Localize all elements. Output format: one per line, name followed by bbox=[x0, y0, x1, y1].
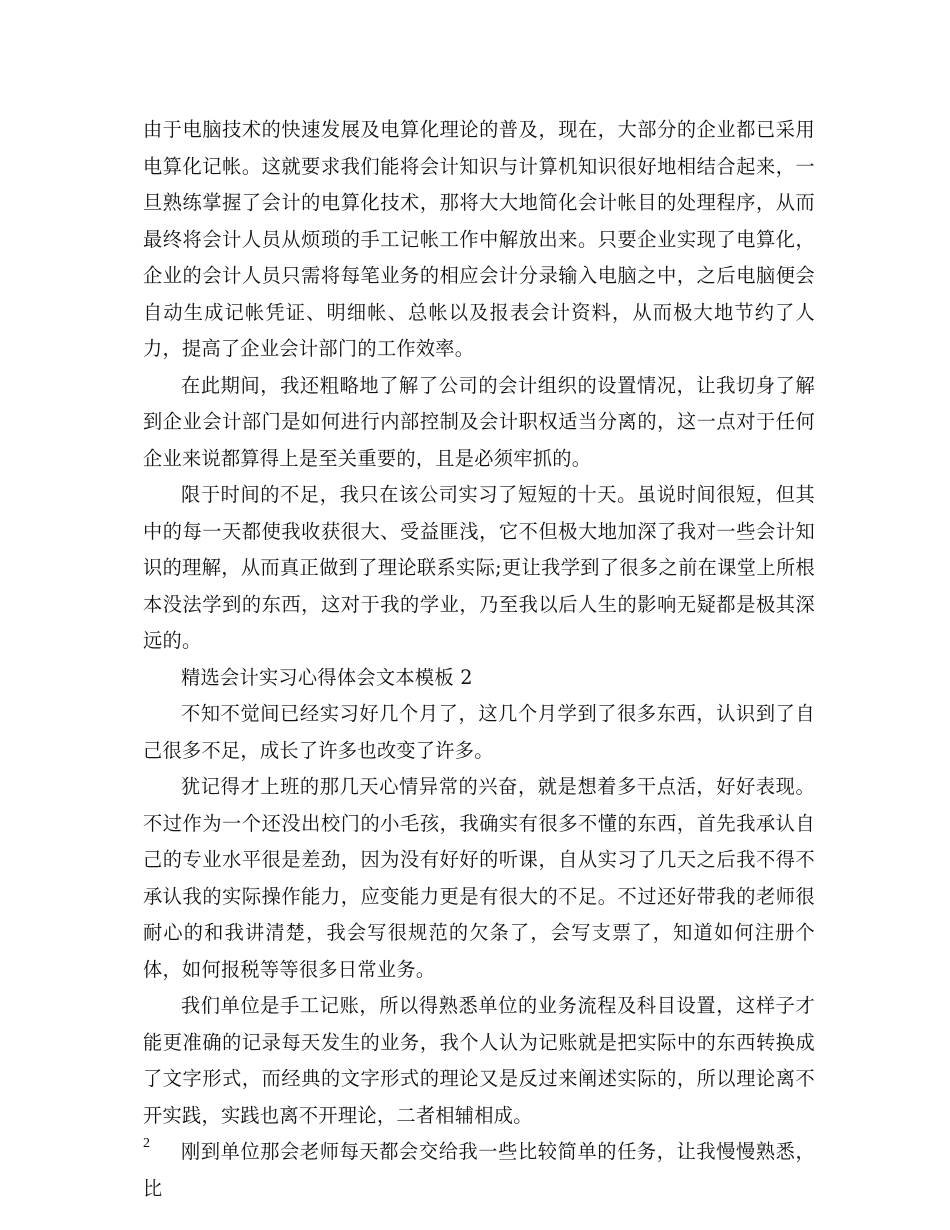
paragraph-first-days: 犹记得才上班的那几天心情异常的兴奋，就是想着多干点活，好好表现。不过作为一个还没出校门的小毛孩，我确实有很多不懂的东西，首先我承认自己的专业水平很是差劲，因为没有好好的听课，自从实习了几天之后我不得不承认我的实际操作能力，应变能力更是有很大的不足。不过还好带我的老师很耐心的和我讲清楚，我会写很规范的欠条了，会写支票了，知道如何注册个体，如何报税等等很多日常业务。 bbox=[143, 775, 815, 981]
paragraph-early-tasks: 刚到单位那会老师每天都会交给我一些比较简单的任务，让我慢慢熟悉，比 bbox=[143, 1140, 815, 1200]
document-body bbox=[143, 112, 815, 1207]
paragraph-manual-bookkeeping: 我们单位是手工记账，所以得熟悉单位的业务流程及科目设置，这样子才能更准确的记录每天发生的业务，我个人认为记账就是把实际中的东西转换成了文字形式，而经典的文字形式的理论又是反过来阐述实际的，所以理论离不开实践，实践也离不开理论，二者相辅相成。 bbox=[143, 994, 815, 1127]
paragraph-months-of-internship: 不知不觉间已经实习好几个月了，这几个月学到了很多东西，认识到了自己很多不足，成长了许多也改变了许多。 bbox=[143, 702, 815, 762]
paragraph-internship-duration: 限于时间的不足，我只在该公司实习了短短的十天。虽说时间很短，但其中的每一天都使我收获很大、受益匪浅，它不但极大地加深了我对一些会计知识的理解，从而真正做到了理论联系实际;更让我学到了很多之前在课堂上所根本没法学到的东西，这对于我的学业，乃至我以后人生的影响无疑都是极其深远的。 bbox=[143, 483, 815, 652]
page-number: 2 bbox=[143, 1136, 150, 1151]
paragraph-accounting-organization: 在此期间，我还粗略地了解了公司的会计组织的设置情况，让我切身了解到企业会计部门是如何进行内部控制及会计职权适当分离的，这一点对于任何企业来说都算得上是至关重要的，且是必须牢抓的。 bbox=[143, 373, 815, 470]
section-heading: 精选会计实习心得体会文本模板 2 bbox=[181, 665, 473, 689]
paragraph-computerized-accounting: 由于电脑技术的快速发展及电算化理论的普及，现在，大部分的企业都已采用电算化记帐。这就要求我们能将会计知识与计算机知识很好地相结合起来，一旦熟练掌握了会计的电算化技术，那将大大地简化会计帐目的处理程序，从而最终将会计人员从烦琐的手工记帐工作中解放出来。只要企业实现了电算化，企业的会计人员只需将每笔业务的相应会计分录输入电脑之中，之后电脑便会自动生成记帐凭证、明细帐、总帐以及报表会计资料，从而极大地节约了人力，提高了企业会计部门的工作效率。 bbox=[143, 118, 815, 360]
